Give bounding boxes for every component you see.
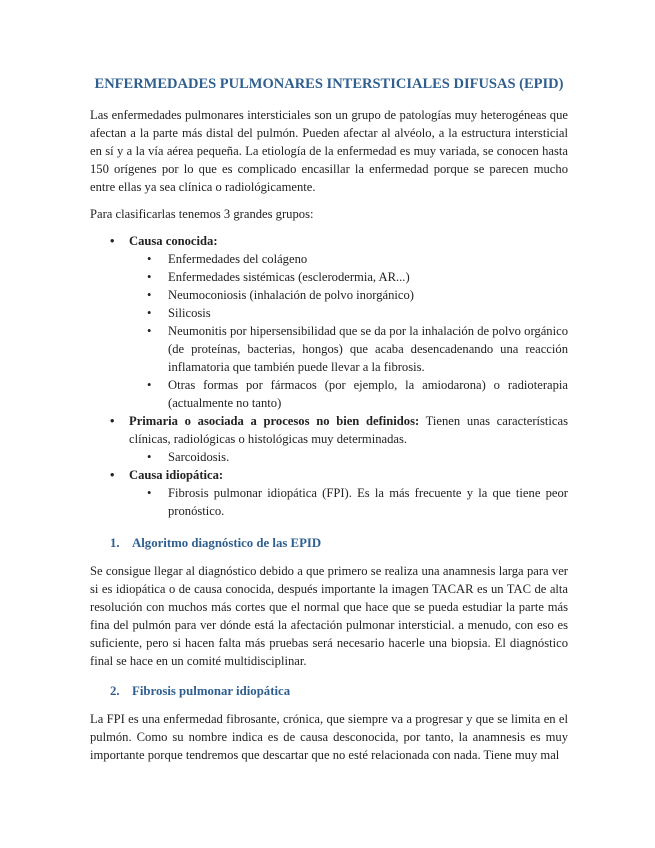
group-sublist [129,484,568,520]
section-number: 2. [110,684,120,698]
section-heading-algoritmo [90,534,568,552]
group-title: Causa idiopática: [129,468,224,482]
section-number: 1. [110,536,120,550]
classification-list [90,232,568,520]
group-description: Tienen unas características clínicas, radiológicas o histológicas muy determinadas. [129,414,568,446]
group-primary [90,412,568,466]
section-heading-text: Fibrosis pulmonar idiopática [132,684,291,698]
list-item: • Neumonitis por hipersensibilidad que se da por la inhalación de polvo orgánico (de proteínas, bacterias, hongos) que acaba desencadenando una reacción inflamatoria que también puede llevar a la fibrosis. [129,322,568,376]
group-title: Causa conocida: [129,234,218,248]
list-item: • Sarcoidosis. [129,448,568,466]
group-sublist [129,448,568,466]
list-item: • Otras formas por fármacos (por ejemplo, la amiodarona) o radioterapia (actualmente no tanto) [129,376,568,412]
list-item: • Neumoconiosis (inhalación de polvo inorgánico) [129,286,568,304]
group-sublist [129,250,568,412]
section-paragraph: La FPI es una enfermedad fibrosante, crónica, que siempre va a progresar y que se limita en el pulmón. Como su nombre indica es de causa desconocida, por tanto, la anamnesis es muy importante porque tendremos que descartar que no esté relacionada con nada. Tiene muy mal [90,712,568,762]
section-heading-fibrosis [90,682,568,700]
list-item: • Enfermedades del colágeno [129,250,568,268]
group-header [129,412,568,448]
section-paragraph: Se consigue llegar al diagnóstico debido a que primero se realiza una anamnesis larga para ver si es idiopática o de causa conocida, después importante la imagen TACAR es un TAC de alta resolución con muchos más cortes que el normal que hace que se pueda estudiar la parte más fina del pulmón para ver dónde está la afectación pulmonar intersticial. a menudo, con eso es suficiente, pero si hacen falta más pruebas será necesario hacerle una biopsia. El diagnóstico final se hace en un comité multidisciplinar. [90,564,568,668]
group-idiopathic [90,466,568,520]
classification-lead: Para clasificarlas tenemos 3 grandes grupos: [90,207,314,221]
group-title: Primaria o asociada a procesos no bien definidos: [129,414,420,428]
group-known-cause [90,232,568,412]
list-item: • Silicosis [129,304,568,322]
intro-paragraph: Las enfermedades pulmonares intersticiales son un grupo de patologías muy heterogéneas que afectan a la parte más distal del pulmón. Pueden afectar al alvéolo, a la estructura intersticial en sí y a la vía aérea pequeña. La etiología de la enfermedad es muy variada, se conocen hasta 150 orígenes por lo que es complicado encasillar la enfermedad porque se parecen mucho entre ellas ya sea clínica o radiológicamente. [90,108,568,194]
list-item: • Fibrosis pulmonar idiopática (FPI). Es la más frecuente y la que tiene peor pronóstico. [129,484,568,520]
section-heading-text: Algoritmo diagnóstico de las EPID [132,536,322,550]
list-item: • Enfermedades sistémicas (esclerodermia, AR...) [129,268,568,286]
document-title: ENFERMEDADES PULMONARES INTERSTICIALES DIFUSAS (EPID) [94,76,564,92]
